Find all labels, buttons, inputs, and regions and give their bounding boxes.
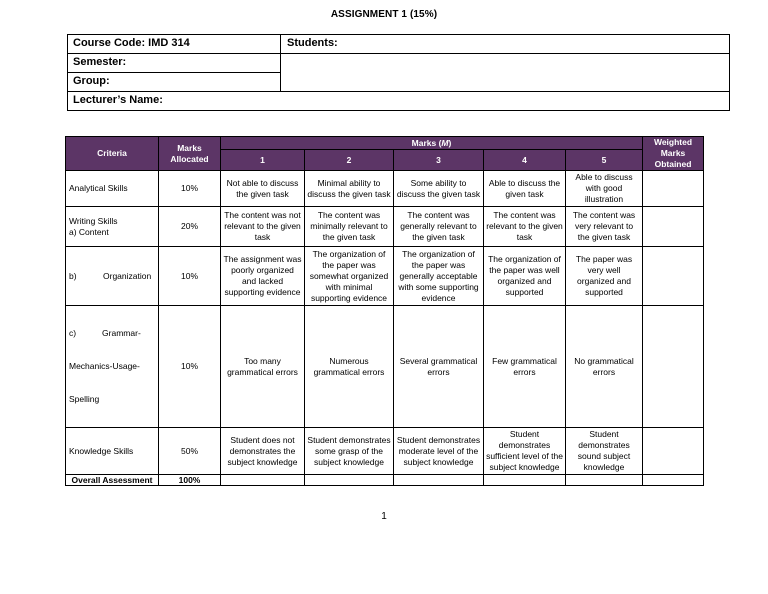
- level-5-cell: The paper was very well organized and supported: [566, 247, 643, 306]
- group-label: Group:: [73, 75, 110, 87]
- marks-header: [221, 137, 643, 150]
- scale-3-header: 3: [394, 150, 484, 171]
- level-1-cell: The content was not relevant to the given task: [221, 207, 305, 247]
- weighted-marks-label: Weighted Marks Obtained: [653, 137, 693, 169]
- level-2-cell: Student demonstrates some grasp of the subject knowledge: [305, 428, 394, 475]
- criteria-line: a) Content: [69, 226, 109, 237]
- semester-label: Semester:: [73, 56, 127, 68]
- table-row: [66, 171, 704, 207]
- level-4-cell: Able to discuss the given task: [484, 171, 566, 207]
- weighted-cell: [643, 247, 704, 306]
- overall-empty-cell: [221, 475, 305, 486]
- marks-m: M: [441, 137, 449, 148]
- level-4-cell: Student demonstrates sufficient level of the subject knowledge: [484, 428, 566, 475]
- table-row: [66, 306, 704, 428]
- marks-allocated-label: Marks Allocated: [170, 142, 209, 164]
- level-1-cell: Not able to discuss the given task: [221, 171, 305, 207]
- overall-empty-cell: [484, 475, 566, 486]
- overall-empty-cell: [643, 475, 704, 486]
- students-area: [280, 53, 730, 92]
- level-3-cell: Some ability to discuss the given task: [394, 171, 484, 207]
- rubric-table: [65, 136, 704, 486]
- scale-5-header: 5: [566, 150, 643, 171]
- table-row: [66, 247, 704, 306]
- marks-suffix: ): [448, 137, 452, 148]
- scale-2-header: 2: [305, 150, 394, 171]
- criteria-label: Organization: [103, 270, 152, 281]
- overall-empty-cell: [305, 475, 394, 486]
- level-4-cell: The organization of the paper was well organized and supported: [484, 247, 566, 306]
- level-1-cell: Too many grammatical errors: [221, 306, 305, 428]
- criteria-cell: [66, 306, 159, 428]
- criteria-header: Criteria: [66, 137, 159, 171]
- level-5-cell: No grammatical errors: [566, 306, 643, 428]
- level-1-cell: The assignment was poorly organized and lacked supporting evidence: [221, 247, 305, 306]
- overall-assessment-label: Overall Assessment: [66, 475, 159, 486]
- table-row: [66, 428, 704, 475]
- level-4-cell: The content was relevant to the given task: [484, 207, 566, 247]
- criteria-line: Spelling: [69, 394, 100, 404]
- level-3-cell: Student demonstrates moderate level of the subject knowledge: [394, 428, 484, 475]
- page-number: 1: [381, 511, 387, 522]
- criteria-cell: Analytical Skills: [66, 171, 159, 207]
- scale-4-header: 4: [484, 150, 566, 171]
- weighted-marks-header: [643, 137, 704, 171]
- level-4-cell: Few grammatical errors: [484, 306, 566, 428]
- level-3-cell: Several grammatical errors: [394, 306, 484, 428]
- overall-assessment-total: 100%: [159, 475, 221, 486]
- criteria-line: Writing Skills: [69, 215, 118, 226]
- weighted-cell: [643, 428, 704, 475]
- overall-assessment-row: [66, 475, 704, 486]
- allocated-cell: 10%: [159, 171, 221, 207]
- level-2-cell: The content was minimally relevant to the given task: [305, 207, 394, 247]
- scale-1-header: 1: [221, 150, 305, 171]
- weighted-cell: [643, 171, 704, 207]
- allocated-cell: 10%: [159, 306, 221, 428]
- overall-empty-cell: [566, 475, 643, 486]
- marks-prefix: Marks (: [411, 137, 442, 148]
- allocated-cell: 50%: [159, 428, 221, 475]
- level-5-cell: The content was very relevant to the given task: [566, 207, 643, 247]
- level-2-cell: Minimal ability to discuss the given task: [305, 171, 394, 207]
- level-3-cell: The organization of the paper was generally acceptable with some supporting evidence: [394, 247, 484, 306]
- criteria-prefix: b): [69, 270, 77, 281]
- level-5-cell: Able to discuss with good illustration: [566, 171, 643, 207]
- level-1-cell: Student does not demonstrates the subject knowledge: [221, 428, 305, 475]
- allocated-cell: 10%: [159, 247, 221, 306]
- level-2-cell: Numerous grammatical errors: [305, 306, 394, 428]
- course-code-label: Course Code: IMD 314: [73, 37, 190, 49]
- level-5-cell: Student demonstrates sound subject knowledge: [566, 428, 643, 475]
- page-title: ASSIGNMENT 1 (15%): [330, 9, 438, 20]
- lecturer-label: Lecturer’s Name:: [73, 94, 163, 106]
- level-2-cell: The organization of the paper was somewhat organized with minimal supporting evidence: [305, 247, 394, 306]
- criteria-line: c) Grammar-: [69, 328, 141, 338]
- criteria-line: Mechanics-Usage-: [69, 361, 140, 371]
- criteria-cell: [66, 207, 159, 247]
- marks-allocated-header: [159, 137, 221, 171]
- criteria-cell: Knowledge Skills: [66, 428, 159, 475]
- weighted-cell: [643, 306, 704, 428]
- students-label: Students:: [287, 37, 338, 49]
- overall-empty-cell: [394, 475, 484, 486]
- level-3-cell: The content was generally relevant to the given task: [394, 207, 484, 247]
- allocated-cell: 20%: [159, 207, 221, 247]
- table-row: [66, 207, 704, 247]
- criteria-cell: [66, 247, 159, 306]
- weighted-cell: [643, 207, 704, 247]
